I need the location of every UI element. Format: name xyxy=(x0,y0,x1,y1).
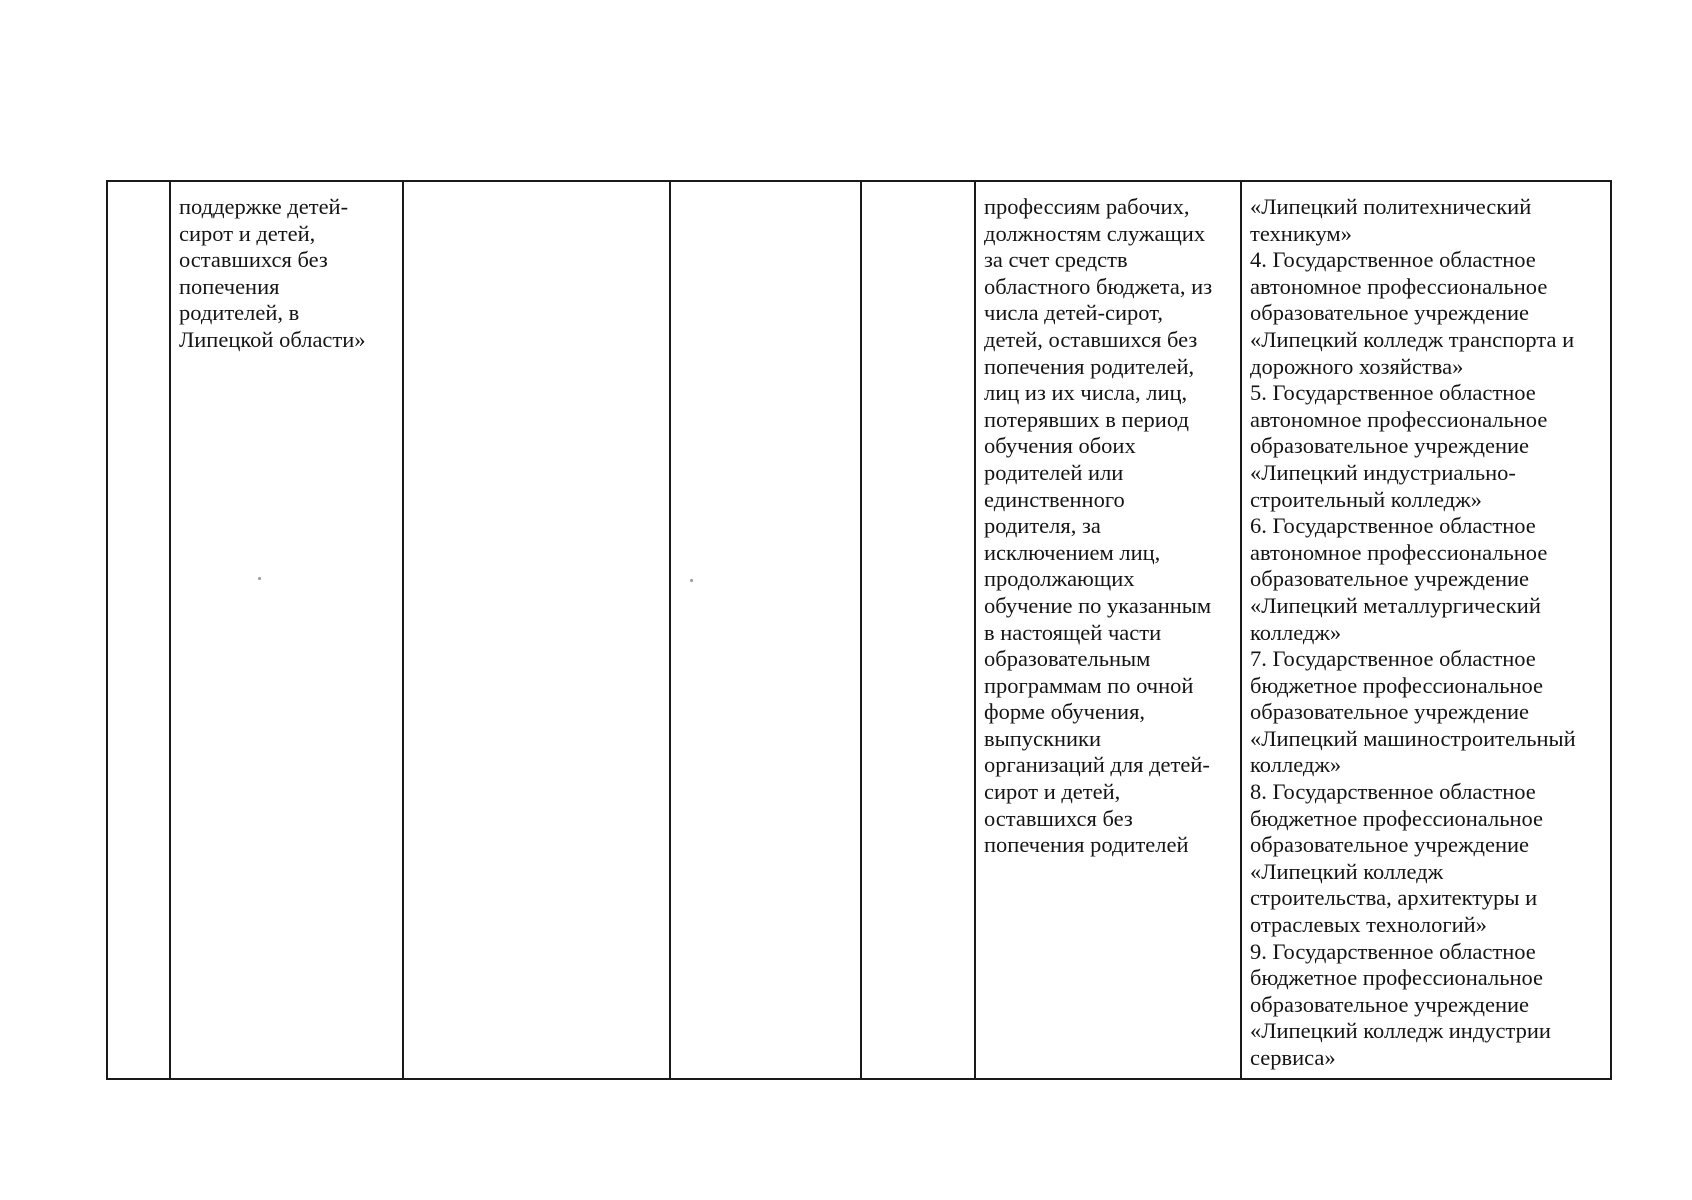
cell-recipients xyxy=(975,181,1241,1079)
text-line: попечения родителей xyxy=(984,832,1189,858)
text-line: образовательное учреждение xyxy=(1250,699,1530,725)
document-table xyxy=(106,180,1612,1080)
text-line: 7. Государственное областное xyxy=(1250,646,1536,672)
text-line: в настоящей части xyxy=(984,619,1162,645)
text-line: «Липецкий машиностроительный xyxy=(1250,725,1576,751)
text-line: сирот и детей, xyxy=(179,220,316,246)
text-line: обучение по указанным xyxy=(984,592,1212,618)
text-line: лиц из их числа, лиц, xyxy=(984,380,1188,406)
text-line: родителей или xyxy=(984,459,1124,485)
text-line: единственного xyxy=(984,486,1125,512)
text-line: бюджетное профессиональное xyxy=(1250,805,1544,831)
text-line: 5. Государственное областное xyxy=(1250,380,1536,406)
text-line: строительства, архитектуры и xyxy=(1250,885,1538,911)
text-line: выпускники xyxy=(984,725,1102,751)
text-line: 4. Государственное областное xyxy=(1250,247,1536,273)
cell-program-name xyxy=(170,181,403,1079)
text-line: оставшихся без xyxy=(984,805,1133,831)
text-line: должностям служащих xyxy=(984,220,1206,246)
table-row xyxy=(107,181,1611,1079)
cell-col-5 xyxy=(861,181,975,1079)
text-line: 8. Государственное областное xyxy=(1250,779,1536,805)
text-line: 6. Государственное областное xyxy=(1250,513,1536,539)
text-line: «Липецкий колледж xyxy=(1250,858,1444,884)
text-line: образовательное учреждение xyxy=(1250,566,1530,592)
text-line: техникум» xyxy=(1250,220,1352,246)
cell-col-4 xyxy=(670,181,861,1079)
text-line: образовательное учреждение xyxy=(1250,433,1530,459)
text-line: колледж» xyxy=(1250,619,1342,645)
text-line: родителя, за xyxy=(984,513,1101,539)
text-line: родителей, в xyxy=(179,300,300,326)
text-line: сирот и детей, xyxy=(984,779,1121,805)
cell-col-1 xyxy=(107,181,170,1079)
text-line: образовательное учреждение xyxy=(1250,300,1530,326)
text-line: «Липецкий политехнический xyxy=(1250,194,1532,219)
text-line: автономное профессиональное xyxy=(1250,539,1548,565)
text-line: продолжающих xyxy=(984,566,1135,592)
text-line: организаций для детей- xyxy=(984,752,1210,778)
text-line: попечения родителей, xyxy=(984,353,1195,379)
text-line: детей, оставшихся без xyxy=(984,326,1198,352)
text-line: колледж» xyxy=(1250,752,1342,778)
text-line: числа детей-сирот, xyxy=(984,300,1163,326)
text-line: попечения xyxy=(179,273,280,299)
text-line: потерявших в период xyxy=(984,406,1189,432)
text-line: за счет средств xyxy=(984,247,1128,273)
scan-speck xyxy=(258,577,261,580)
cell-institutions xyxy=(1241,181,1611,1079)
text-line: отраслевых технологий» xyxy=(1250,912,1487,938)
cell-col-3 xyxy=(403,181,670,1079)
text-line: 9. Государственное областное xyxy=(1250,938,1536,964)
scan-speck xyxy=(690,579,693,582)
text-line: автономное профессиональное xyxy=(1250,273,1548,299)
text-line: автономное профессиональное xyxy=(1250,406,1548,432)
text-line: «Липецкий колледж транспорта и xyxy=(1250,326,1575,352)
text-line: «Липецкий металлургический xyxy=(1250,592,1541,618)
text-line: «Липецкий индустриально- xyxy=(1250,459,1516,485)
text-line: программам по очной xyxy=(984,672,1194,698)
text-line: форме обучения, xyxy=(984,699,1146,725)
text-line: образовательное учреждение xyxy=(1250,991,1530,1017)
text-line: поддержке детей- xyxy=(179,194,349,219)
text-line: бюджетное профессиональное xyxy=(1250,672,1544,698)
text-line: образовательным xyxy=(984,646,1151,672)
text-line: областного бюджета, из xyxy=(984,273,1213,299)
text-line: исключением лиц, xyxy=(984,539,1161,565)
text-line: сервиса» xyxy=(1250,1045,1336,1070)
text-line: обучения обоих xyxy=(984,433,1136,459)
text-line: строительный колледж» xyxy=(1250,486,1482,512)
text-line: оставшихся без xyxy=(179,247,328,273)
text-line: бюджетное профессиональное xyxy=(1250,965,1544,991)
text-line: профессиям рабочих, xyxy=(984,194,1190,219)
text-line: образовательное учреждение xyxy=(1250,832,1530,858)
text-line: Липецкой области» xyxy=(179,326,366,352)
text-line: дорожного хозяйства» xyxy=(1250,353,1464,379)
text-line: «Липецкий колледж индустрии xyxy=(1250,1018,1551,1044)
